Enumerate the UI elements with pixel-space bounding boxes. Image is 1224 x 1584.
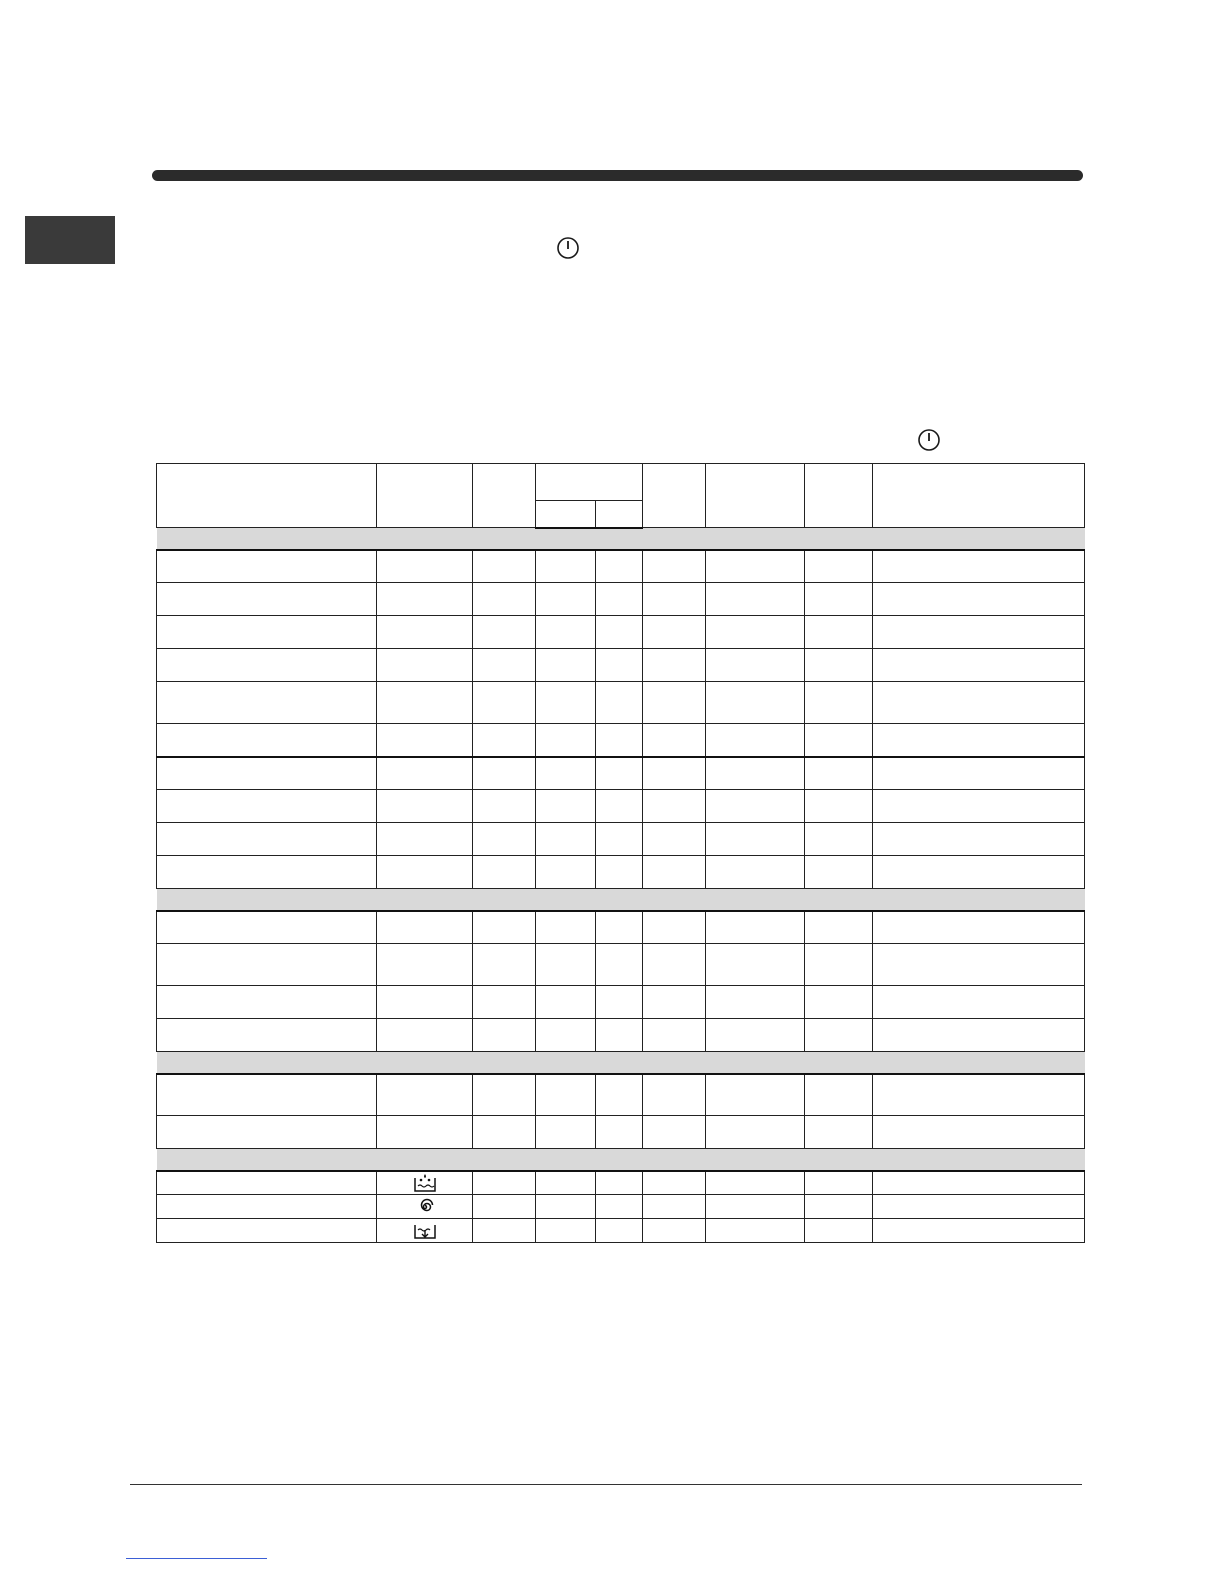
- table-cell: [536, 856, 596, 889]
- table-cell: [536, 550, 596, 583]
- table-cell: [157, 724, 377, 757]
- table-cell: [805, 1219, 873, 1243]
- table-cell: [473, 550, 536, 583]
- table-cell: [377, 550, 473, 583]
- table-cell: [473, 1116, 536, 1149]
- table-cell: [377, 583, 473, 616]
- table-row: [157, 986, 1085, 1019]
- table-cell: [873, 682, 1085, 724]
- table-cell: [873, 911, 1085, 944]
- table-cell: [377, 1195, 473, 1219]
- table-cell: [377, 616, 473, 649]
- table-cell: [643, 682, 706, 724]
- table-cell: [805, 986, 873, 1019]
- table-cell: [473, 911, 536, 944]
- table-cell: [643, 944, 706, 986]
- table-cell: [536, 583, 596, 616]
- table-cell: [377, 682, 473, 724]
- table-cell: [643, 823, 706, 856]
- table-cell: [377, 1116, 473, 1149]
- table-row: [157, 911, 1085, 944]
- table-row: [157, 1219, 1085, 1243]
- table-cell: [536, 724, 596, 757]
- table-cell: [157, 616, 377, 649]
- table-row: [157, 823, 1085, 856]
- header-cell: [873, 464, 1085, 528]
- table-cell: [596, 550, 643, 583]
- table-cell: [536, 616, 596, 649]
- table-cell: [377, 911, 473, 944]
- header-cell: [536, 464, 643, 501]
- section-cell: [157, 1052, 1085, 1074]
- table-cell: [157, 757, 377, 790]
- language-tab: [25, 216, 115, 264]
- table-cell: [706, 682, 805, 724]
- table-cell: [873, 1219, 1085, 1243]
- table-row: [157, 790, 1085, 823]
- table-cell: [536, 1195, 596, 1219]
- spin-icon: [377, 1196, 472, 1218]
- table-cell: [473, 724, 536, 757]
- table-cell: [706, 1074, 805, 1116]
- section-cell: [157, 1149, 1085, 1171]
- table-cell: [536, 649, 596, 682]
- table-cell: [596, 944, 643, 986]
- header-cell: [596, 501, 643, 528]
- table-cell: [873, 790, 1085, 823]
- table-cell: [706, 757, 805, 790]
- table-cell: [157, 1219, 377, 1243]
- header-cell: [157, 464, 377, 528]
- table-cell: [157, 682, 377, 724]
- table-cell: [596, 757, 643, 790]
- table-cell: [873, 1074, 1085, 1116]
- table-row: [157, 1074, 1085, 1116]
- table-cell: [473, 823, 536, 856]
- table-row: [157, 1019, 1085, 1052]
- table-cell: [873, 649, 1085, 682]
- header-cell: [473, 464, 536, 528]
- table-cell: [536, 986, 596, 1019]
- table-cell: [805, 757, 873, 790]
- table-cell: [643, 1019, 706, 1052]
- table-cell: [805, 790, 873, 823]
- table-cell: [706, 790, 805, 823]
- table-cell: [873, 616, 1085, 649]
- header-rule: [152, 170, 1083, 181]
- table-cell: [473, 1074, 536, 1116]
- header-cell: [377, 464, 473, 528]
- table-cell: [596, 790, 643, 823]
- table-row: [157, 583, 1085, 616]
- section-header-row: [157, 889, 1085, 911]
- table-cell: [643, 856, 706, 889]
- table-cell: [706, 944, 805, 986]
- table-cell: [643, 911, 706, 944]
- table-cell: [596, 1019, 643, 1052]
- footer-link[interactable]: [126, 1558, 267, 1559]
- table-cell: [873, 724, 1085, 757]
- table-row: [157, 944, 1085, 986]
- table-cell: [643, 757, 706, 790]
- table-cell: [596, 1074, 643, 1116]
- programme-table: [156, 463, 1085, 1243]
- table-cell: [643, 649, 706, 682]
- table-cell: [596, 649, 643, 682]
- table-cell: [805, 911, 873, 944]
- table-cell: [596, 1219, 643, 1243]
- table-cell: [536, 790, 596, 823]
- table-cell: [873, 823, 1085, 856]
- table-cell: [873, 856, 1085, 889]
- table-cell: [643, 616, 706, 649]
- table-cell: [157, 944, 377, 986]
- table-row: [157, 616, 1085, 649]
- table-row: [157, 1195, 1085, 1219]
- table-cell: [596, 682, 643, 724]
- table-cell: [473, 986, 536, 1019]
- table-cell: [473, 1171, 536, 1195]
- table-cell: [643, 1195, 706, 1219]
- table-cell: [377, 1019, 473, 1052]
- table-row: [157, 649, 1085, 682]
- table-row: [157, 724, 1085, 757]
- table-cell: [157, 911, 377, 944]
- table-cell: [157, 986, 377, 1019]
- table-cell: [805, 1195, 873, 1219]
- footer-rule: [130, 1484, 1082, 1485]
- table-cell: [377, 1171, 473, 1195]
- table-cell: [377, 1219, 473, 1243]
- table-cell: [536, 1219, 596, 1243]
- table-cell: [157, 823, 377, 856]
- table-cell: [805, 550, 873, 583]
- table-cell: [596, 1171, 643, 1195]
- table-cell: [873, 986, 1085, 1019]
- table-cell: [157, 550, 377, 583]
- table-cell: [643, 1171, 706, 1195]
- table-cell: [473, 1219, 536, 1243]
- table-cell: [805, 1074, 873, 1116]
- table-cell: [805, 823, 873, 856]
- table-cell: [873, 583, 1085, 616]
- header-cell: [643, 464, 706, 528]
- table-cell: [377, 649, 473, 682]
- table-cell: [377, 790, 473, 823]
- table-cell: [536, 1074, 596, 1116]
- rinse-icon: [377, 1172, 472, 1194]
- table-row: [157, 1171, 1085, 1195]
- header-cell: [536, 501, 596, 528]
- table-cell: [596, 1116, 643, 1149]
- table-row: [157, 1116, 1085, 1149]
- power-icon: [917, 428, 941, 452]
- table-cell: [706, 649, 805, 682]
- table-cell: [377, 724, 473, 757]
- table-cell: [706, 823, 805, 856]
- table-cell: [157, 856, 377, 889]
- table-cell: [873, 1116, 1085, 1149]
- table-cell: [473, 682, 536, 724]
- table-cell: [377, 944, 473, 986]
- table-cell: [643, 724, 706, 757]
- table-cell: [706, 1219, 805, 1243]
- table-cell: [873, 1195, 1085, 1219]
- table-cell: [805, 1116, 873, 1149]
- table-cell: [157, 1074, 377, 1116]
- table-cell: [805, 856, 873, 889]
- table-cell: [643, 1116, 706, 1149]
- table-cell: [377, 1074, 473, 1116]
- header-cell: [706, 464, 805, 528]
- table-cell: [596, 856, 643, 889]
- table-cell: [473, 856, 536, 889]
- table-cell: [805, 1019, 873, 1052]
- table-cell: [706, 911, 805, 944]
- table-cell: [706, 1019, 805, 1052]
- table-cell: [377, 823, 473, 856]
- table-cell: [596, 1195, 643, 1219]
- table-cell: [643, 790, 706, 823]
- header-cell: [805, 464, 873, 528]
- table-cell: [157, 1019, 377, 1052]
- table-cell: [873, 757, 1085, 790]
- table-cell: [873, 550, 1085, 583]
- table-cell: [805, 724, 873, 757]
- table-cell: [536, 1116, 596, 1149]
- table-cell: [473, 944, 536, 986]
- table-cell: [873, 1171, 1085, 1195]
- table-cell: [706, 1116, 805, 1149]
- table-cell: [596, 724, 643, 757]
- section-cell: [157, 889, 1085, 911]
- table-cell: [536, 757, 596, 790]
- table-cell: [706, 616, 805, 649]
- table-cell: [706, 1195, 805, 1219]
- table-cell: [536, 944, 596, 986]
- table-row: [157, 856, 1085, 889]
- section-header-row: [157, 528, 1085, 550]
- table-cell: [536, 1019, 596, 1052]
- table-row: [157, 550, 1085, 583]
- table-cell: [473, 790, 536, 823]
- table-cell: [643, 550, 706, 583]
- table-cell: [706, 550, 805, 583]
- table-cell: [873, 944, 1085, 986]
- section-header-row: [157, 1052, 1085, 1074]
- table-cell: [706, 986, 805, 1019]
- table-cell: [377, 986, 473, 1019]
- table-cell: [805, 944, 873, 986]
- table-row: [157, 757, 1085, 790]
- table-row: [157, 682, 1085, 724]
- table-cell: [706, 1171, 805, 1195]
- table-cell: [157, 1171, 377, 1195]
- table-cell: [157, 583, 377, 616]
- table-cell: [377, 757, 473, 790]
- table-cell: [473, 1019, 536, 1052]
- table-cell: [596, 986, 643, 1019]
- table-cell: [536, 911, 596, 944]
- table-cell: [643, 986, 706, 1019]
- table-cell: [596, 583, 643, 616]
- table-cell: [643, 1074, 706, 1116]
- table-cell: [536, 823, 596, 856]
- table-cell: [706, 583, 805, 616]
- table-cell: [643, 1219, 706, 1243]
- drain-icon: [377, 1220, 472, 1242]
- table-cell: [536, 1171, 596, 1195]
- table-cell: [805, 616, 873, 649]
- table-cell: [473, 616, 536, 649]
- power-icon: [556, 236, 580, 260]
- table-cell: [157, 1195, 377, 1219]
- table-cell: [805, 1171, 873, 1195]
- table-cell: [873, 1019, 1085, 1052]
- section-cell: [157, 528, 1085, 550]
- section-header-row: [157, 1149, 1085, 1171]
- table-cell: [157, 790, 377, 823]
- table-cell: [157, 1116, 377, 1149]
- table-cell: [706, 856, 805, 889]
- table-cell: [473, 649, 536, 682]
- table-cell: [805, 649, 873, 682]
- table-cell: [805, 583, 873, 616]
- table-cell: [805, 682, 873, 724]
- table-cell: [706, 724, 805, 757]
- table-cell: [157, 649, 377, 682]
- table-cell: [596, 616, 643, 649]
- table-cell: [377, 856, 473, 889]
- table-cell: [473, 583, 536, 616]
- table-cell: [536, 682, 596, 724]
- table-cell: [596, 911, 643, 944]
- table-cell: [643, 583, 706, 616]
- table-cell: [473, 757, 536, 790]
- table-header-row: [157, 464, 1085, 501]
- table-cell: [596, 823, 643, 856]
- table-cell: [473, 1195, 536, 1219]
